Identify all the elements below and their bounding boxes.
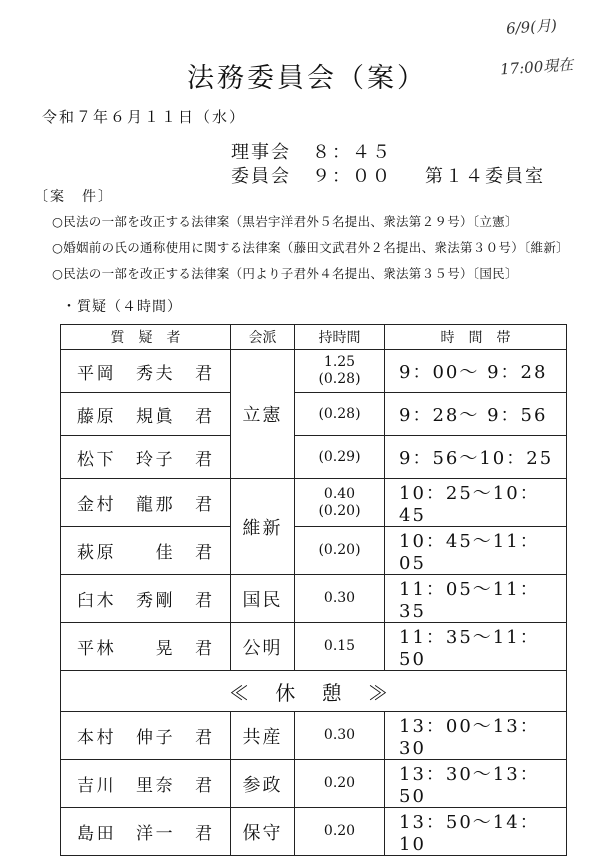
- table-row: [61, 350, 567, 393]
- time-slot: 10：45～11：05: [385, 527, 567, 575]
- time-slot: 9：00～ 9：28: [385, 350, 567, 393]
- questioner-name: 平岡 秀夫 君: [61, 350, 231, 393]
- header-time-slot: 時 間 帯: [385, 325, 567, 350]
- table-row: [61, 479, 567, 527]
- questioning-table: [60, 324, 567, 856]
- agenda-heading: 〔案 件〕: [34, 189, 114, 205]
- party-cell: 国民: [231, 575, 295, 623]
- allotted-time-total: 1.25: [323, 354, 356, 370]
- bill-item: ○民法の一部を改正する法律案（円より子君外４名提出、衆法第３５号）〔国民〕: [52, 266, 518, 281]
- questioning-header: ・質疑（４時間）: [62, 299, 182, 315]
- table-row: [61, 575, 567, 623]
- table-row: [61, 436, 567, 479]
- table-row: [61, 623, 567, 671]
- handwritten-note-date: 6/9(月): [505, 16, 558, 38]
- party-cell: 参政: [231, 760, 295, 808]
- handwritten-note-time: 17:00現在: [499, 55, 574, 79]
- party-cell: 維新: [231, 479, 295, 575]
- table-row: [61, 808, 567, 856]
- header-questioner: 質 疑 者: [61, 325, 231, 350]
- allotted-time: [295, 479, 385, 527]
- time-slot: 11：05～11：35: [385, 575, 567, 623]
- party-cell: 保守: [231, 808, 295, 856]
- party-cell: 共産: [231, 712, 295, 760]
- schedule-item-committee-label: 委員会: [231, 166, 291, 187]
- allotted-time: (0.28): [295, 393, 385, 436]
- allotted-time: 0.30: [295, 575, 385, 623]
- party-cell: 公明: [231, 623, 295, 671]
- questioner-name: 島田 洋一 君: [61, 808, 231, 856]
- questioner-name: 松下 玲子 君: [61, 436, 231, 479]
- time-slot: 13：50～14：10: [385, 808, 567, 856]
- party-cell: 立憲: [231, 350, 295, 479]
- table-row: [61, 760, 567, 808]
- allotted-time: 0.15: [295, 623, 385, 671]
- questioner-name: 萩原 佳 君: [61, 527, 231, 575]
- schedule-item-committee-time: ９：００: [312, 166, 392, 187]
- time-slot: 13：30～13：50: [385, 760, 567, 808]
- questioner-name: 臼木 秀剛 君: [61, 575, 231, 623]
- questioner-name: 藤原 規眞 君: [61, 393, 231, 436]
- questioner-name: 本村 伸子 君: [61, 712, 231, 760]
- break-label: ≪ 休 憩 ≫: [61, 671, 567, 712]
- time-slot: 9：56～10：25: [385, 436, 567, 479]
- schedule-item-committee-room: 第１４委員室: [425, 166, 545, 187]
- schedule-item-board-time: ８：４５: [312, 142, 392, 163]
- table-row: [61, 393, 567, 436]
- time-slot: 10：25～10：45: [385, 479, 567, 527]
- table-row: [61, 712, 567, 760]
- table-row: [61, 527, 567, 575]
- table-header-row: [61, 325, 567, 350]
- document-title: 法務委員会（案）: [187, 63, 427, 94]
- allotted-time: [295, 350, 385, 393]
- allotted-time-sub: (0.20): [318, 502, 361, 519]
- allotted-time-total: 0.40: [323, 485, 356, 502]
- break-row: [61, 671, 567, 712]
- time-slot: 11：35～11：50: [385, 623, 567, 671]
- time-slot: 13：00～13：30: [385, 712, 567, 760]
- schedule-item-board-label: 理事会: [231, 142, 291, 163]
- allotted-time: 0.30: [295, 712, 385, 760]
- questioner-name: 平林 晃 君: [61, 623, 231, 671]
- allotted-time: (0.29): [295, 436, 385, 479]
- time-slot: 9：28～ 9：56: [385, 393, 567, 436]
- questioner-name: 吉川 里奈 君: [61, 760, 231, 808]
- allotted-time: 0.20: [295, 760, 385, 808]
- header-allotted-time: 持時間: [295, 325, 385, 350]
- questioner-name: 金村 龍那 君: [61, 479, 231, 527]
- meeting-date: 令和７年６月１１日（水）: [42, 108, 247, 126]
- bill-item: ○民法の一部を改正する法律案（黒岩宇洋君外５名提出、衆法第２９号）〔立憲〕: [52, 214, 518, 229]
- bill-item: ○婚姻前の氏の通称使用に関する法律案（藤田文武君外２名提出、衆法第３０号）〔維新〕: [52, 240, 569, 255]
- allotted-time: (0.20): [295, 527, 385, 575]
- header-party: 会派: [231, 325, 295, 350]
- allotted-time-sub: (0.28): [318, 371, 361, 387]
- allotted-time: 0.20: [295, 808, 385, 856]
